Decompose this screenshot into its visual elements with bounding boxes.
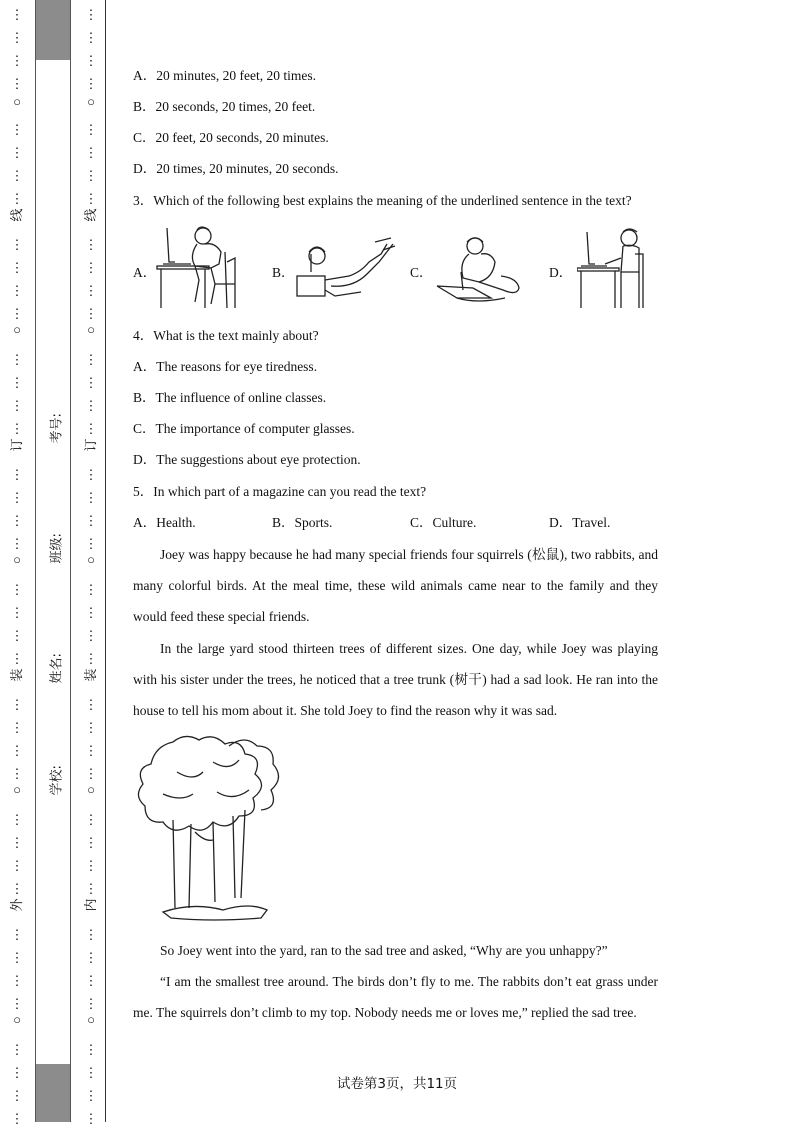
inner-dot: ⋮	[84, 697, 98, 712]
field-class: 班级:	[49, 533, 65, 564]
inner-dot: ⋮	[84, 1088, 98, 1103]
inner-dot: ⋮	[84, 237, 98, 252]
q4-option-a: A．The reasons for eye tiredness.	[133, 359, 318, 374]
outer-dot: ⋮	[10, 375, 24, 390]
outer-dot: ⋮	[10, 53, 24, 68]
inner-dot: ⋮	[84, 421, 98, 436]
outer-dot: ⋮	[10, 743, 24, 758]
inner-dot: ⋮	[84, 191, 98, 206]
inner-dot: ⋮	[84, 283, 98, 298]
page-footer: 试卷第3页，共11页	[336, 1076, 458, 1092]
q3-picture-a	[155, 222, 240, 310]
inner-dot: ⋮	[84, 145, 98, 160]
inner-binding-char: 内	[83, 898, 98, 912]
outer-dot: ⋮	[10, 490, 24, 505]
q2-option-b: B．20 seconds, 20 times, 20 feet.	[133, 99, 316, 114]
outer-dot: ⋮	[10, 720, 24, 735]
q3-question: 3．Which of the following best explains the meaning of the underlined sentence in the text?	[133, 193, 632, 208]
outer-dot: ⋮	[10, 1111, 24, 1126]
outer-dot: ⋮	[10, 858, 24, 873]
outer-dot: ⋮	[10, 513, 24, 528]
outer-dot: ⋮	[10, 1088, 24, 1103]
outer-circle: ○	[13, 552, 21, 567]
inner-dot: ⋮	[84, 858, 98, 873]
outer-dot: ⋮	[10, 352, 24, 367]
q5-question: 5．In which part of a magazine can you read the text?	[133, 484, 427, 499]
q3-picture-d	[577, 224, 652, 310]
inner-dot: ⋮	[84, 352, 98, 367]
inner-dot: ⋮	[84, 743, 98, 758]
q5-option-d: D．Travel.	[549, 515, 611, 530]
passage-paragraph-4: “I am the smallest tree around. The birds don’t fly to me. The rabbits don’t eat grass under me. The squirrels don’t climb to my top. Nobody needs me or loves me,” replied the sad tree.	[133, 974, 658, 1020]
binding-rule	[105, 0, 106, 1122]
outer-dot: ⋮	[10, 30, 24, 45]
inner-dot: ⋮	[84, 398, 98, 413]
q4-question: 4．What is the text mainly about?	[133, 328, 319, 343]
outer-dot: ⋮	[10, 651, 24, 666]
inner-dot: ⋮	[84, 375, 98, 390]
outer-dot: ⋮	[10, 812, 24, 827]
inner-dot: ⋮	[84, 881, 98, 896]
inner-binding-char: 线	[83, 208, 98, 222]
q2-option-d: D．20 times, 20 minutes, 20 seconds.	[133, 161, 339, 176]
outer-dot: ⋮	[10, 950, 24, 965]
inner-dot: ⋮	[84, 605, 98, 620]
inner-dot: ⋮	[84, 835, 98, 850]
outer-dot: ⋮	[10, 628, 24, 643]
inner-dot: ⋮	[84, 766, 98, 781]
inner-dot: ⋮	[84, 720, 98, 735]
q3-picture-b	[295, 232, 400, 302]
outer-dot: ⋮	[10, 398, 24, 413]
outer-dot: ⋮	[10, 283, 24, 298]
inner-binding-dots	[83, 0, 98, 1126]
outer-circle: ○	[13, 94, 21, 109]
inner-binding-char: 装	[83, 668, 98, 682]
outer-dot: ⋮	[10, 145, 24, 160]
outer-binding-char: 线	[9, 208, 24, 222]
inner-dot: ⋮	[84, 490, 98, 505]
outer-binding-char: 装	[9, 668, 24, 682]
outer-dot: ⋮	[10, 697, 24, 712]
outer-circle: ○	[13, 322, 21, 337]
outer-dot: ⋮	[10, 973, 24, 988]
inner-circle: ○	[87, 322, 95, 337]
q5-option-b: B．Sports.	[272, 515, 333, 530]
outer-dot: ⋮	[10, 582, 24, 597]
q3-letter-c: C．	[410, 265, 433, 280]
outer-dot: ⋮	[10, 76, 24, 91]
q5-option-c: C．Culture.	[410, 515, 477, 530]
outer-binding-char: 订	[9, 438, 24, 452]
q2-option-c: C．20 feet, 20 seconds, 20 minutes.	[133, 130, 329, 145]
inner-dot: ⋮	[84, 260, 98, 275]
inner-dot: ⋮	[84, 53, 98, 68]
outer-dot: ⋮	[10, 421, 24, 436]
outer-binding-char: 外	[9, 898, 24, 912]
inner-circle: ○	[87, 552, 95, 567]
inner-dot: ⋮	[84, 628, 98, 643]
field-school: 学校:	[49, 765, 65, 796]
field-exam-number: 考号:	[49, 413, 65, 444]
trees-picture	[133, 732, 283, 924]
inner-circle: ○	[87, 782, 95, 797]
inner-dot: ⋮	[84, 76, 98, 91]
q4-option-d: D．The suggestions about eye protection.	[133, 452, 361, 467]
outer-dot: ⋮	[10, 1065, 24, 1080]
inner-dot: ⋮	[84, 927, 98, 942]
outer-dot: ⋮	[10, 605, 24, 620]
inner-dot: ⋮	[84, 168, 98, 183]
outer-binding-dots	[9, 0, 24, 1126]
outer-dot: ⋮	[10, 927, 24, 942]
passage-paragraph-3: So Joey went into the yard, ran to the sad tree and asked, “Why are you unhappy?”	[160, 943, 608, 958]
q3-letter-b: B．	[272, 265, 295, 280]
inner-dot: ⋮	[84, 950, 98, 965]
inner-dot: ⋮	[84, 973, 98, 988]
inner-dot: ⋮	[84, 1065, 98, 1080]
outer-dot: ⋮	[10, 237, 24, 252]
field-name: 姓名:	[49, 653, 65, 684]
inner-dot: ⋮	[84, 1111, 98, 1126]
inner-dot: ⋮	[84, 7, 98, 22]
q3-letter-d: D．	[549, 265, 573, 280]
inner-dot: ⋮	[84, 122, 98, 137]
outer-dot: ⋮	[10, 996, 24, 1011]
outer-dot: ⋮	[10, 835, 24, 850]
inner-dot: ⋮	[84, 30, 98, 45]
inner-dot: ⋮	[84, 467, 98, 482]
outer-dot: ⋮	[10, 766, 24, 781]
outer-dot: ⋮	[10, 260, 24, 275]
q3-picture-c	[433, 232, 528, 304]
passage-paragraph-2: In the large yard stood thirteen trees of different sizes. One day, while Joey was playing with his sister under the trees, he noticed that a tree trunk (树干) had a sad look. He ran into the house to tell his mom about it. She told Joey to find the reason why it was sad.	[133, 641, 658, 718]
inner-dot: ⋮	[84, 306, 98, 321]
q4-option-c: C．The importance of computer glasses.	[133, 421, 355, 436]
outer-dot: ⋮	[10, 122, 24, 137]
inner-dot: ⋮	[84, 996, 98, 1011]
inner-dot: ⋮	[84, 582, 98, 597]
inner-dot: ⋮	[84, 812, 98, 827]
q3-letter-a: A．	[133, 265, 157, 280]
inner-dot: ⋮	[84, 1042, 98, 1057]
outer-dot: ⋮	[10, 7, 24, 22]
outer-dot: ⋮	[10, 191, 24, 206]
inner-dot: ⋮	[84, 651, 98, 666]
top-gray-block	[36, 0, 70, 60]
outer-dot: ⋮	[10, 306, 24, 321]
q4-option-b: B．The influence of online classes.	[133, 390, 327, 405]
outer-dot: ⋮	[10, 1042, 24, 1057]
outer-circle: ○	[13, 782, 21, 797]
outer-dot: ⋮	[10, 881, 24, 896]
passage-paragraph-1: Joey was happy because he had many special friends four squirrels (松鼠), two rabbits, and many colorful birds. At the meal time, these wild animals came near to the family and they would feed these special friends.	[133, 547, 658, 624]
inner-dot: ⋮	[84, 513, 98, 528]
inner-circle: ○	[87, 1012, 95, 1027]
outer-dot: ⋮	[10, 168, 24, 183]
inner-circle: ○	[87, 94, 95, 109]
outer-dot: ⋮	[10, 536, 24, 551]
outer-circle: ○	[13, 1012, 21, 1027]
q5-option-a: A．Health.	[133, 515, 196, 530]
outer-dot: ⋮	[10, 467, 24, 482]
q2-option-a: A．20 minutes, 20 feet, 20 times.	[133, 68, 316, 83]
inner-binding-char: 订	[83, 438, 98, 452]
inner-dot: ⋮	[84, 536, 98, 551]
